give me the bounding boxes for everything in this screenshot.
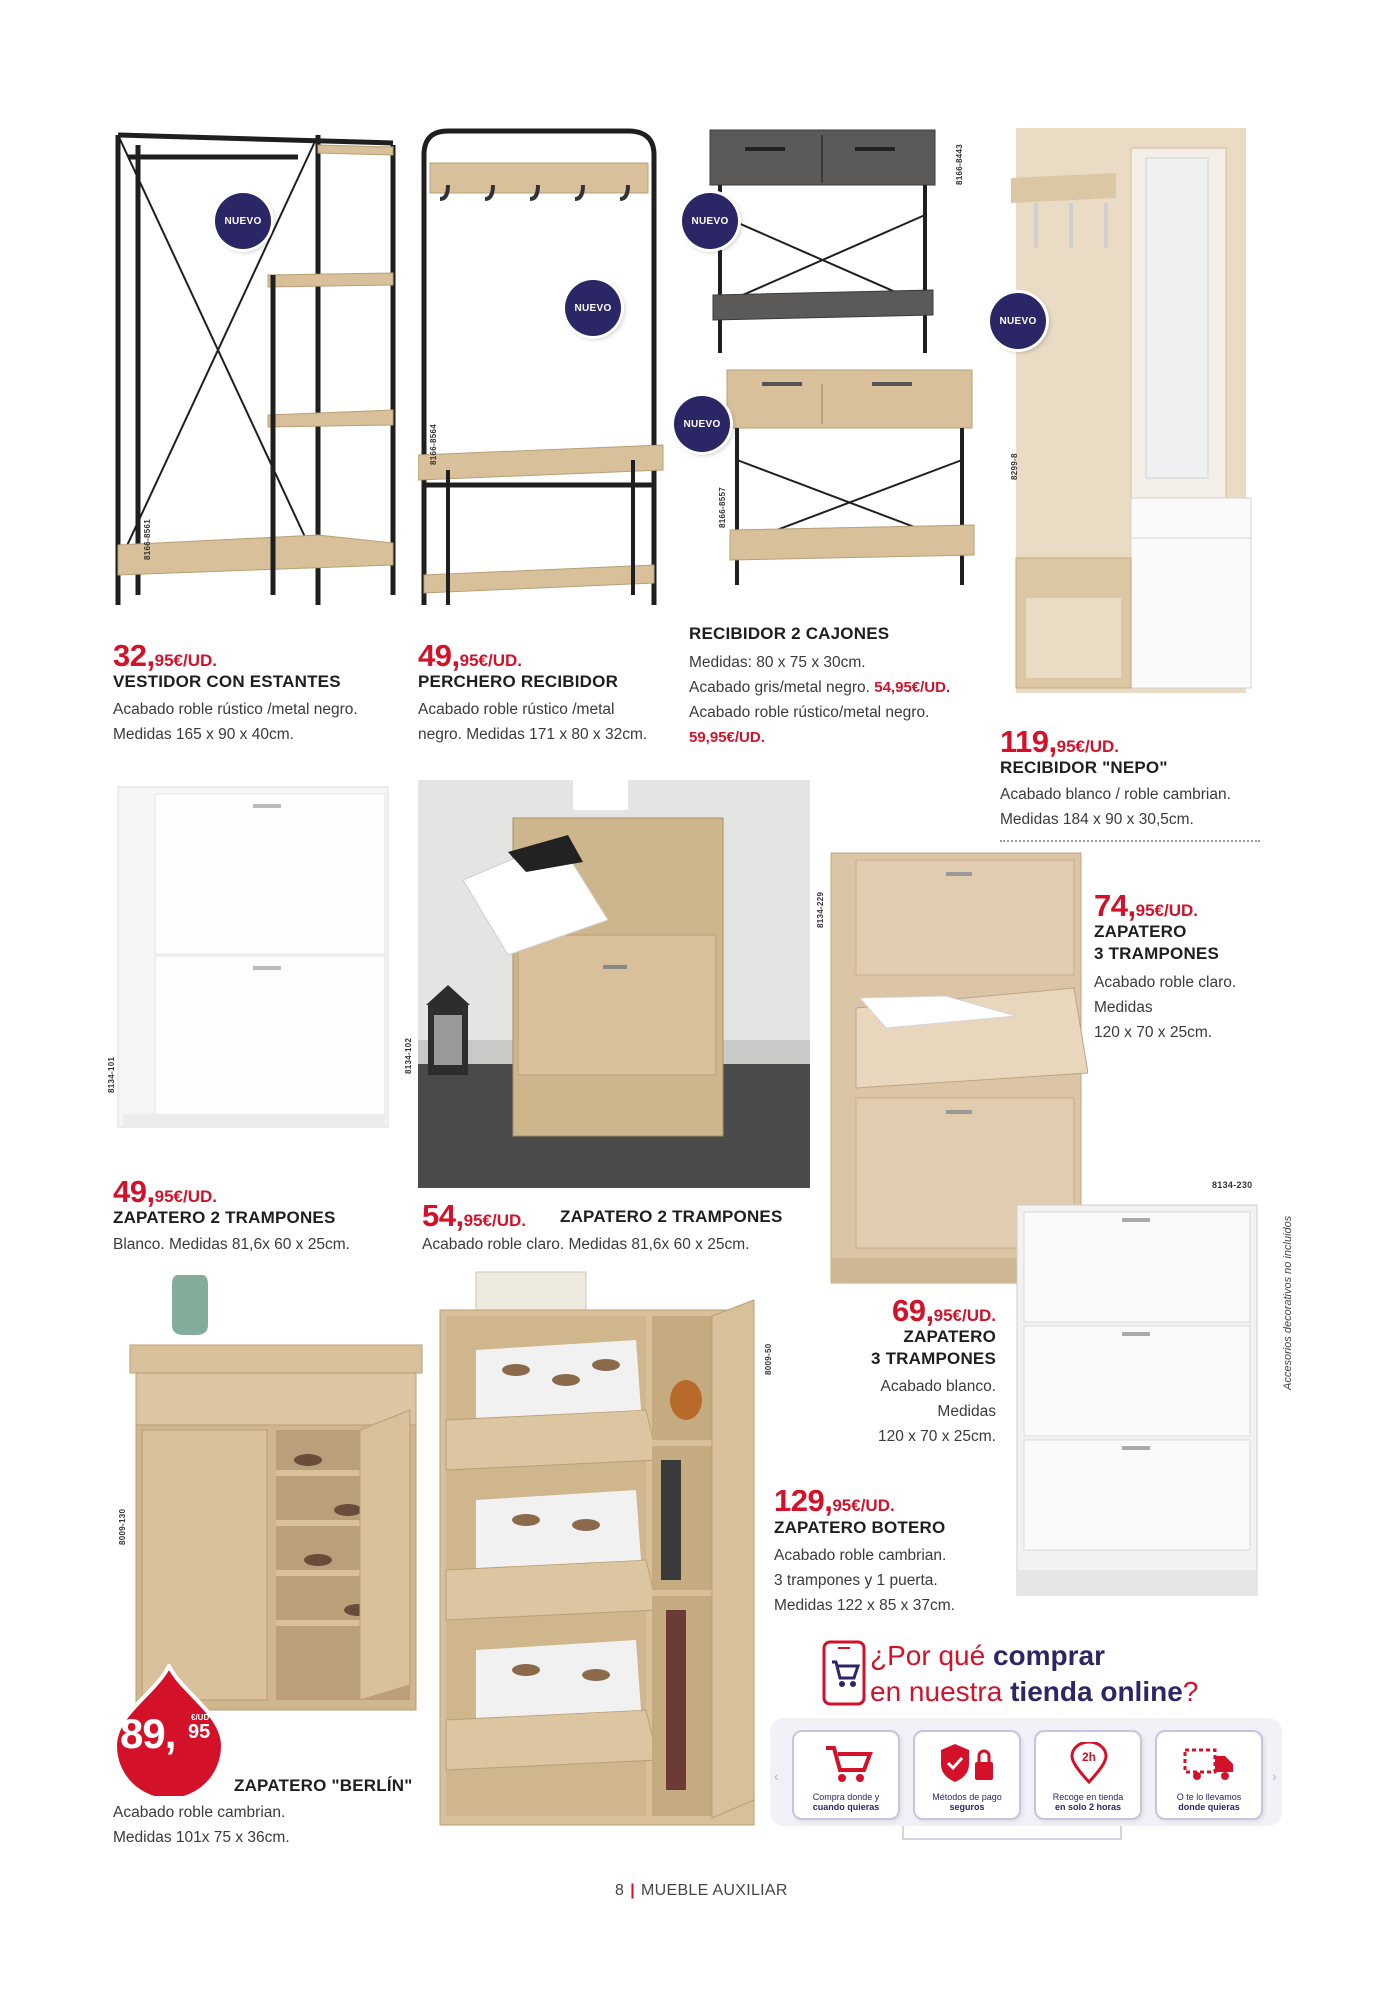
recibidor2-name: RECIBIDOR 2 CAJONES xyxy=(689,624,890,643)
vestidor-price: 32,95€/UD. xyxy=(113,638,217,673)
zapatero3-blanco-price: 69,95€/UD. xyxy=(892,1293,996,1328)
zapatero3-roble-desc: Acabado roble claro. Medidas 120 x 70 x 25cm. xyxy=(1094,974,1237,1041)
benefit-label: Métodos de pago seguros xyxy=(932,1792,1002,1812)
online-title: ¿Por qué comprar en nuestra tienda online? xyxy=(870,1640,1199,1707)
zapatero3-blanco-illustration xyxy=(1012,1200,1262,1600)
vestidor-name: VESTIDOR CON ESTANTES xyxy=(113,672,341,691)
botero-illustration xyxy=(436,1270,758,1830)
zapatero-roble-photo xyxy=(418,780,810,1188)
chevron-right-icon[interactable]: › xyxy=(1272,1768,1277,1784)
botero-name: ZAPATERO BOTERO xyxy=(774,1518,946,1537)
zapatero3-blanco-photo xyxy=(1012,1200,1262,1600)
nuevo-badge: NUEVO xyxy=(682,193,738,249)
perchero-code: 8166-8564 xyxy=(429,424,438,465)
recibidor-roble-photo xyxy=(722,360,982,588)
berlin-desc: Acabado roble cambrian. Medidas 101x 75 x 36cm. xyxy=(113,1804,290,1846)
berlin-price-unit: €/UD xyxy=(191,1713,210,1722)
botero-price: 129,95€/UD. xyxy=(774,1483,895,1518)
recibidor-gris-photo xyxy=(705,125,945,355)
berlin-price-dec: 95 xyxy=(188,1721,211,1743)
zapatero-blanco-price: 49,95€/UD. xyxy=(113,1174,217,1209)
zapatero3-roble-code: 8134-229 xyxy=(816,891,825,928)
recibidor-gris-price: 54,95€/UD. xyxy=(874,679,951,696)
recibidor-roble-code: 8166-8557 xyxy=(718,487,727,528)
recibidor-roble-price: 59,95€/UD. xyxy=(689,729,765,746)
zapatero3-blanco-name: ZAPATERO 3 TRAMPONES xyxy=(871,1327,996,1368)
zapatero-blanco-illustration xyxy=(113,782,393,1142)
zapatero3-roble-price: 74,95€/UD. xyxy=(1094,888,1198,923)
nepo-code: 8299-8 xyxy=(1010,453,1019,480)
zapatero-roble-code: 8134-102 xyxy=(404,1037,413,1074)
nuevo-badge: NUEVO xyxy=(215,193,271,249)
nuevo-badge: NUEVO xyxy=(565,280,621,336)
divider xyxy=(1000,840,1260,842)
benefit-label: Compra donde y cuando quieras xyxy=(812,1792,880,1812)
benefit-card-pickup-2h xyxy=(1034,1730,1142,1820)
footer-separator: | xyxy=(630,1882,635,1899)
botero-photo xyxy=(436,1270,758,1830)
benefit-label: Recoge en tienda en solo 2 horas xyxy=(1052,1792,1124,1812)
berlin-photo xyxy=(128,1270,426,1715)
page-footer xyxy=(615,1882,788,1900)
perchero-illustration xyxy=(418,125,668,610)
berlin-code: 8009-130 xyxy=(118,1508,127,1545)
nuevo-badge: NUEVO xyxy=(990,293,1046,349)
smartphone-cart-icon xyxy=(820,1640,872,1706)
perchero-photo xyxy=(418,125,668,610)
zapatero3-blanco-desc: Acabado blanco. Medidas 120 x 70 x 25cm. xyxy=(877,1378,996,1445)
perchero-desc: Acabado roble rústico /metal negro. Medidas 171 x 80 x 32cm. xyxy=(418,701,648,743)
perchero-name: PERCHERO RECIBIDOR xyxy=(418,672,619,691)
truck-icon xyxy=(1181,1742,1239,1784)
benefit-card-secure-payment xyxy=(913,1730,1021,1820)
vestidor-desc: Acabado roble rústico /metal negro. Medidas 165 x 90 x 40cm. xyxy=(113,701,358,743)
section-name: MUEBLE AUXILIAR xyxy=(640,1882,788,1899)
recibidor-gris-illustration xyxy=(705,125,945,355)
zapatero3-blanco-code: 8134-230 xyxy=(1212,1180,1253,1190)
secure-payment-icon xyxy=(939,1742,997,1784)
zapatero3-roble-name: ZAPATERO 3 TRAMPONES xyxy=(1094,922,1219,963)
monitor-stand xyxy=(902,1826,1122,1840)
side-note: Accesorios decorativos no incluidos xyxy=(1282,1215,1294,1390)
benefit-card-delivery xyxy=(1155,1730,1263,1820)
berlin-name: ZAPATERO "BERLÍN" xyxy=(234,1776,413,1795)
recibidor-gris-code: 8166-8443 xyxy=(955,144,964,185)
zapatero-roble-price: 54,95€/UD. xyxy=(422,1198,526,1233)
zapatero-roble-desc: Acabado roble claro. Medidas 81,6x 60 x 25cm. xyxy=(422,1236,750,1253)
zapatero-blanco-desc: Blanco. Medidas 81,6x 60 x 25cm. xyxy=(113,1236,350,1253)
chevron-left-icon[interactable]: ‹ xyxy=(774,1768,779,1784)
botero-code: 8009-50 xyxy=(764,1343,773,1375)
nepo-illustration xyxy=(1006,128,1256,698)
recibidor2-desc: Medidas: 80 x 75 x 30cm. Acabado gris/metal negro. 54,95€/UD. Acabado roble rústico/metal negro. 59,95€/UD. xyxy=(689,650,950,750)
cart-icon xyxy=(818,1742,876,1784)
perchero-price: 49,95€/UD. xyxy=(418,638,522,673)
zapatero-roble-illustration xyxy=(418,780,810,1188)
two-hours-label: 2h xyxy=(1081,1750,1097,1764)
pickup-2h-icon xyxy=(1060,1742,1118,1784)
benefit-label: O te lo llevamos donde quieras xyxy=(1176,1792,1242,1812)
page-number: 8 xyxy=(615,1882,625,1899)
botero-desc: Acabado roble cambrian. 3 trampones y 1 puerta. Medidas 122 x 85 x 37cm. xyxy=(774,1547,955,1614)
nuevo-badge: NUEVO xyxy=(674,396,730,452)
vestidor-code: 8166-8561 xyxy=(143,519,152,560)
nepo-price: 119,95€/UD. xyxy=(1000,724,1119,759)
recibidor-roble-illustration xyxy=(722,360,982,588)
nepo-name: RECIBIDOR "NEPO" xyxy=(1000,758,1168,777)
zapatero-blanco-code: 8134-101 xyxy=(107,1056,116,1093)
nepo-photo xyxy=(1006,128,1256,698)
nepo-desc: Acabado blanco / roble cambrian. Medidas 184 x 90 x 30,5cm. xyxy=(1000,786,1231,828)
berlin-price-int: 89, xyxy=(120,1710,176,1757)
benefit-card-buy-anywhere xyxy=(792,1730,900,1820)
zapatero-blanco-photo xyxy=(113,782,393,1142)
berlin-illustration xyxy=(128,1270,426,1715)
zapatero-blanco-name: ZAPATERO 2 TRAMPONES xyxy=(113,1208,336,1227)
zapatero-roble-name: ZAPATERO 2 TRAMPONES xyxy=(560,1207,783,1226)
